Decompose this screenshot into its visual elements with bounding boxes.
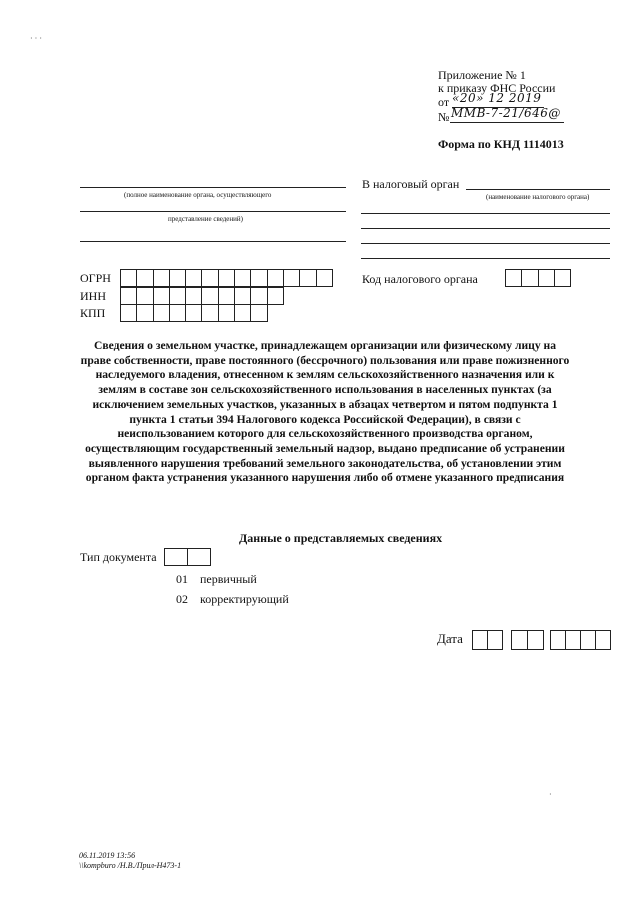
inn-cells[interactable] [120, 287, 284, 305]
handwritten-date: «20» 12 2019 [452, 91, 542, 105]
input-cell[interactable] [235, 288, 251, 304]
tax-code-label: Код налогового органа [362, 272, 478, 286]
option-label-primary: первичный [200, 572, 257, 586]
document-title: Сведения о земельном участке, принадлежащем организации или физическому лицу на праве собственности, праве постоянного (бессрочного) пользования или праве пожизненного наследуемого владения, отнесенном к землям сельскохозяйственного назначения или к землям в составе зон сельскохозяйственного использования в населенных пунктах (за исключением земельных участков, указанных в абзацах четвертом и пятом подпункта 1 пункта 1 статьи 394 Налогового кодекса Российской Федерации), в связи с неиспользованием которого для сельскохозяйственного производства органом, осуществляющим государственный земельный надзор, выдано предписание об устранении выявленного нарушения требований земельного законодательства, об установлении этим органом факта устранения указанного нарушения либо об отмене указанного предписания [80, 339, 570, 485]
number-underline [450, 122, 564, 123]
input-cell[interactable] [186, 270, 202, 286]
number-prefix: № [438, 110, 450, 124]
authority-caption-1: (полное наименование органа, осуществляющего [124, 191, 272, 199]
input-cell[interactable] [235, 305, 251, 321]
input-cell[interactable] [121, 305, 137, 321]
date-label: Дата [437, 631, 463, 646]
input-cell[interactable] [186, 305, 202, 321]
input-cell[interactable] [137, 288, 153, 304]
input-cell[interactable] [235, 270, 251, 286]
input-cell[interactable] [251, 270, 267, 286]
doc-type-label: Тип документа [80, 550, 157, 564]
input-cell[interactable] [300, 270, 316, 286]
appendix-label: Приложение № 1 [438, 68, 526, 82]
authority-name-line [80, 187, 346, 188]
input-cell[interactable] [251, 305, 266, 321]
input-cell[interactable] [154, 305, 170, 321]
input-cell[interactable] [555, 270, 570, 286]
tax-authority-line-3 [361, 228, 610, 229]
option-code-01: 01 [176, 572, 188, 586]
input-cell[interactable] [539, 270, 555, 286]
input-cell[interactable] [506, 270, 522, 286]
tax-authority-caption: (наименование налогового органа) [486, 193, 590, 201]
input-cell[interactable] [202, 288, 218, 304]
input-cell[interactable] [121, 288, 137, 304]
form-code: Форма по КНД 1114013 [438, 137, 564, 151]
input-cell[interactable] [284, 270, 300, 286]
kpp-cells[interactable] [120, 304, 268, 322]
kpp-label: КПП [80, 306, 106, 320]
footer-file-path: \\kompburo /Н.В./Прил-Н473-1 [79, 861, 182, 870]
footer-timestamp: 06.11.2019 13:56 [79, 851, 136, 860]
tax-authority-line-4 [361, 243, 610, 244]
input-cell[interactable] [202, 305, 218, 321]
authority-name-line-2 [80, 211, 346, 212]
option-label-corrective: корректирующий [200, 592, 289, 606]
to-tax-authority-label: В налоговый орган [362, 177, 460, 191]
scan-speckle: · · · [30, 34, 42, 43]
date-month-cells[interactable] [511, 630, 544, 650]
tax-authority-name-line [466, 189, 610, 190]
input-cell[interactable] [522, 270, 538, 286]
input-cell[interactable] [154, 270, 170, 286]
tax-authority-line-2 [361, 213, 610, 214]
input-cell[interactable] [219, 305, 235, 321]
tax-authority-line-5 [361, 258, 610, 259]
input-cell[interactable] [137, 270, 153, 286]
scan-speckle: · [549, 790, 552, 799]
input-cell[interactable] [219, 270, 235, 286]
date-year-cells[interactable] [550, 630, 611, 650]
ogrn-label: ОГРН [80, 271, 111, 285]
input-cell[interactable] [219, 288, 235, 304]
input-cell[interactable] [154, 288, 170, 304]
input-cell[interactable] [317, 270, 332, 286]
doc-type-cells[interactable] [164, 548, 211, 566]
date-day-cells[interactable] [472, 630, 503, 650]
input-cell[interactable] [170, 270, 186, 286]
input-cell[interactable] [137, 305, 153, 321]
input-cell[interactable] [268, 270, 284, 286]
inn-label: ИНН [80, 289, 106, 303]
data-section-heading: Данные о представляемых сведениях [239, 531, 443, 545]
ogrn-cells[interactable] [120, 269, 333, 287]
input-cell[interactable] [121, 270, 137, 286]
date-prefix: от [438, 95, 450, 109]
input-cell[interactable] [202, 270, 218, 286]
authority-name-line-3 [80, 241, 346, 242]
authority-caption-2: представление сведений) [168, 215, 243, 223]
handwritten-number: ММВ-7-21/646@ [451, 106, 561, 120]
order-reference: к приказу ФНС России [438, 81, 556, 95]
input-cell[interactable] [170, 305, 186, 321]
option-code-02: 02 [176, 592, 188, 606]
input-cell[interactable] [268, 288, 283, 304]
input-cell[interactable] [186, 288, 202, 304]
input-cell[interactable] [251, 288, 267, 304]
input-cell[interactable] [170, 288, 186, 304]
tax-code-cells[interactable] [505, 269, 571, 287]
